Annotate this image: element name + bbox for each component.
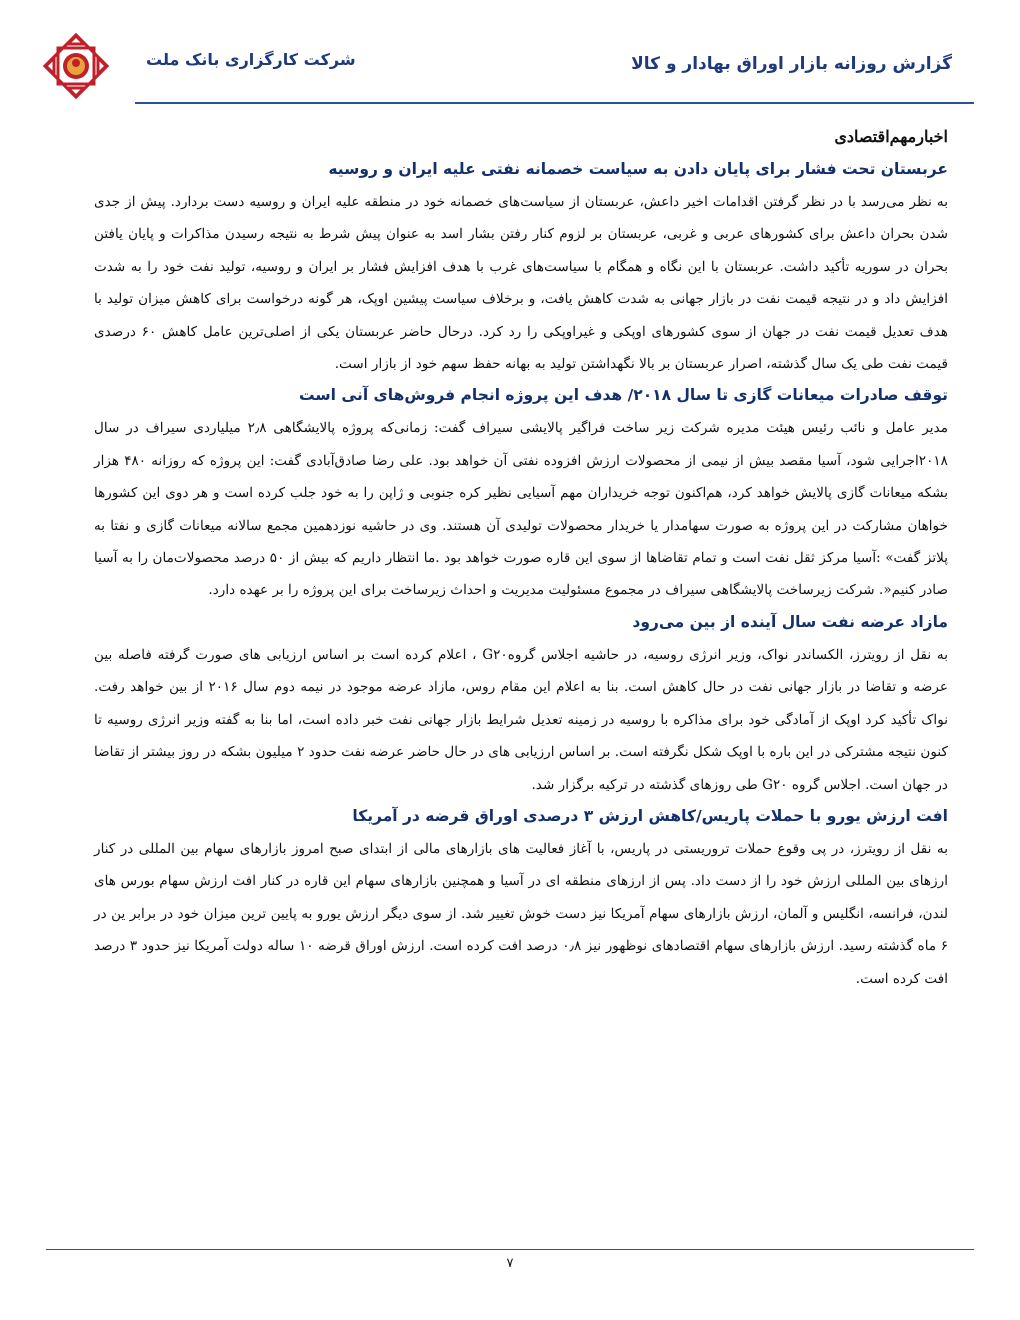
section-heading: اخبارمهم‌اقتصادی <box>834 127 948 146</box>
company-name: شرکت کارگزاری بانک ملت <box>146 50 356 69</box>
header-divider <box>135 102 974 104</box>
article-title: مازاد عرضه نفت سال آینده از بین می‌رود <box>632 612 948 631</box>
article-body: به نظر می‌رسد با در نظر گرفتن اقدامات اخیر داعش، عربستان از سیاست‌های خصمانه خود در منطقه علیه ایران و روسیه دست بردارد. پیش از جدی شدن بحران داعش برای کشورهای عربی و غربی، عربستان بر لزوم کنار رفتن بشار اسد به عنوان پیش شرط به نتیجه رسیدن مذاکرات و پایان یافتن بحران در سوریه تأکید داشت. عربستان با این نگاه و همگام با سیاست‌های غرب با هدف افزایش فشار بر ایران و روسیه، تولید نفت خود را به شدت افزایش داد و در نتیجه قیمت نفت در بازار جهانی به شدت کاهش یافت، و برخلاف سیاست پیشین اوپک، هر گونه درخواست برای کاهش میزان تولید با هدف تعدیل قیمت نفت در جهان از سوی کشورهای اوپکی و غیراوپکی را رد کرد. درحال حاضر عربستان یکی از اصلی‌ترین عامل کاهش ۶۰ درصدی قیمت نفت طی یک سال گذشته، اصرار عربستان بر بالا نگهداشتن تولید به بهانه حفظ سهم خود از بازار است. <box>94 194 948 373</box>
page-header <box>0 0 1020 110</box>
article-4 <box>94 803 948 995</box>
article-body: به نقل از رویترز، در پی وقوع حملات تروریستی در پاریس، با آغاز فعالیت های بازارهای مالی از ابتدای صبح امروز بازارهای سهام بین المللی در کنار ارزهای بین المللی ارزش خود را از دست داد. پس از ارزهای منطقه ای در آسیا و همچنین بازارهای سهام این قاره در کنار افت ارزش سهام بورس های لندن، فرانسه، انگلیس و آلمان، ارزش بازارهای سهام آمریکا نیز دست خوش تغییر شد. از سوی دیگر ارزش یورو به پایین ترین میزان خود در برابر ین در ۶ ماه گذشته رسید. ارزش بازارهای سهام اقتصادهای نوظهور نیز ۰٫۸ درصد افت کرده است. ارزش اوراق قرضه ۱۰ ساله دولت آمریکا نیز حدود ۳ درصد افت کرده است. <box>94 840 949 987</box>
news-content <box>94 118 948 997</box>
article-3 <box>94 609 948 801</box>
article-1 <box>94 156 948 380</box>
bank-mellat-logo-icon <box>40 30 112 102</box>
article-2 <box>94 382 948 606</box>
article-title: توقف صادرات میعانات گازی تا سال ۲۰۱۸/ هدف این پروژه انجام فروش‌های آنی است <box>298 386 948 405</box>
page-number: ۷ <box>506 1256 514 1271</box>
article-title: عربستان تحت فشار برای پایان دادن به سیاست خصمانه نفتی علیه ایران و روسیه <box>328 160 948 178</box>
article-body: مدیر عامل و نائب رئیس هیئت مدیره شرکت زیر ساخت فراگیر پالایشی سیراف گفت: زمانی‌که پروژه پالایشگاهی ۲٫۸ میلیاردی سیراف در سال ۲۰۱۸اجرایی شود، آسیا مقصد بیش از نیمی از محصولات ارزش افزوده نفتی آن خواهد بود. علی رضا صادق‌آبادی گفت: این پروژه که روزانه ۴۸۰ هزار بشکه میعانات گازی پالایش خواهد کرد، هم‌اکنون توجه خریداران مهم آسیایی نظیر کره جنوبی و ژاپن را به خود جلب کرده است و هر دوی این کشورها خواهان مشارکت در این پروژه به صورت سهامدار یا خریدار محصولات تولیدی آن هستند. وی در حاشیه نوزدهمین مجمع سالانه میعانات گازی و نفتا به پلاتز گفت» :آسیا مرکز ثقل نفت است و تمام تقاضاها از سوی این قاره صورت خواهد بود .ما انتظار داریم که بیش از ۵۰ درصد محصولات‌مان را به آسیا صادر کنیم«. شرکت زیرساخت پالایشگاهی سیراف در مجموع مسئولیت مدیریت و احداث زیرساخت برای این پروژه را بر عهده دارد. <box>94 420 948 599</box>
footer-divider <box>46 1249 974 1250</box>
article-body: به نقل از رویترز، الکساندر نواک، وزیر انرژی روسیه، در حاشیه اجلاس گروهG۲۰ ، اعلام کرده است بر اساس ارزیابی های صورت گرفته فاصله بین عرضه و تقاضا در بازار جهانی نفت در حال کاهش است. بنا به اعلام این مقام روس، مازاد عرضه موجود در نیمه دوم سال ۲۰۱۶ از بین خواهد رفت. نواک تأکید کرد اوپک از آمادگی خود برای مذاکره با روسیه در زمینه تعدیل شرایط بازار جهانی نفت خبر داده است، اما بنا به گفته وزیر انرژی روسیه تا کنون نتیجه مشترکی در این باره با اوپک شکل نگرفته است. بر اساس ارزیابی های در حال حاضر عرضه نفت حدود ۲ میلیون بشکه در روز بیشتر از تقاضا در جهان است. اجلاس گروه G۲۰ طی روزهای گذشته در ترکیه برگزار شد. <box>94 646 948 793</box>
report-title: گزارش روزانه بازار اوراق بهادار و کالا <box>631 54 952 74</box>
article-title: افت ارزش یورو با حملات پاریس/کاهش ارزش ۳ درصدی اوراق قرضه در آمریکا <box>352 806 948 825</box>
